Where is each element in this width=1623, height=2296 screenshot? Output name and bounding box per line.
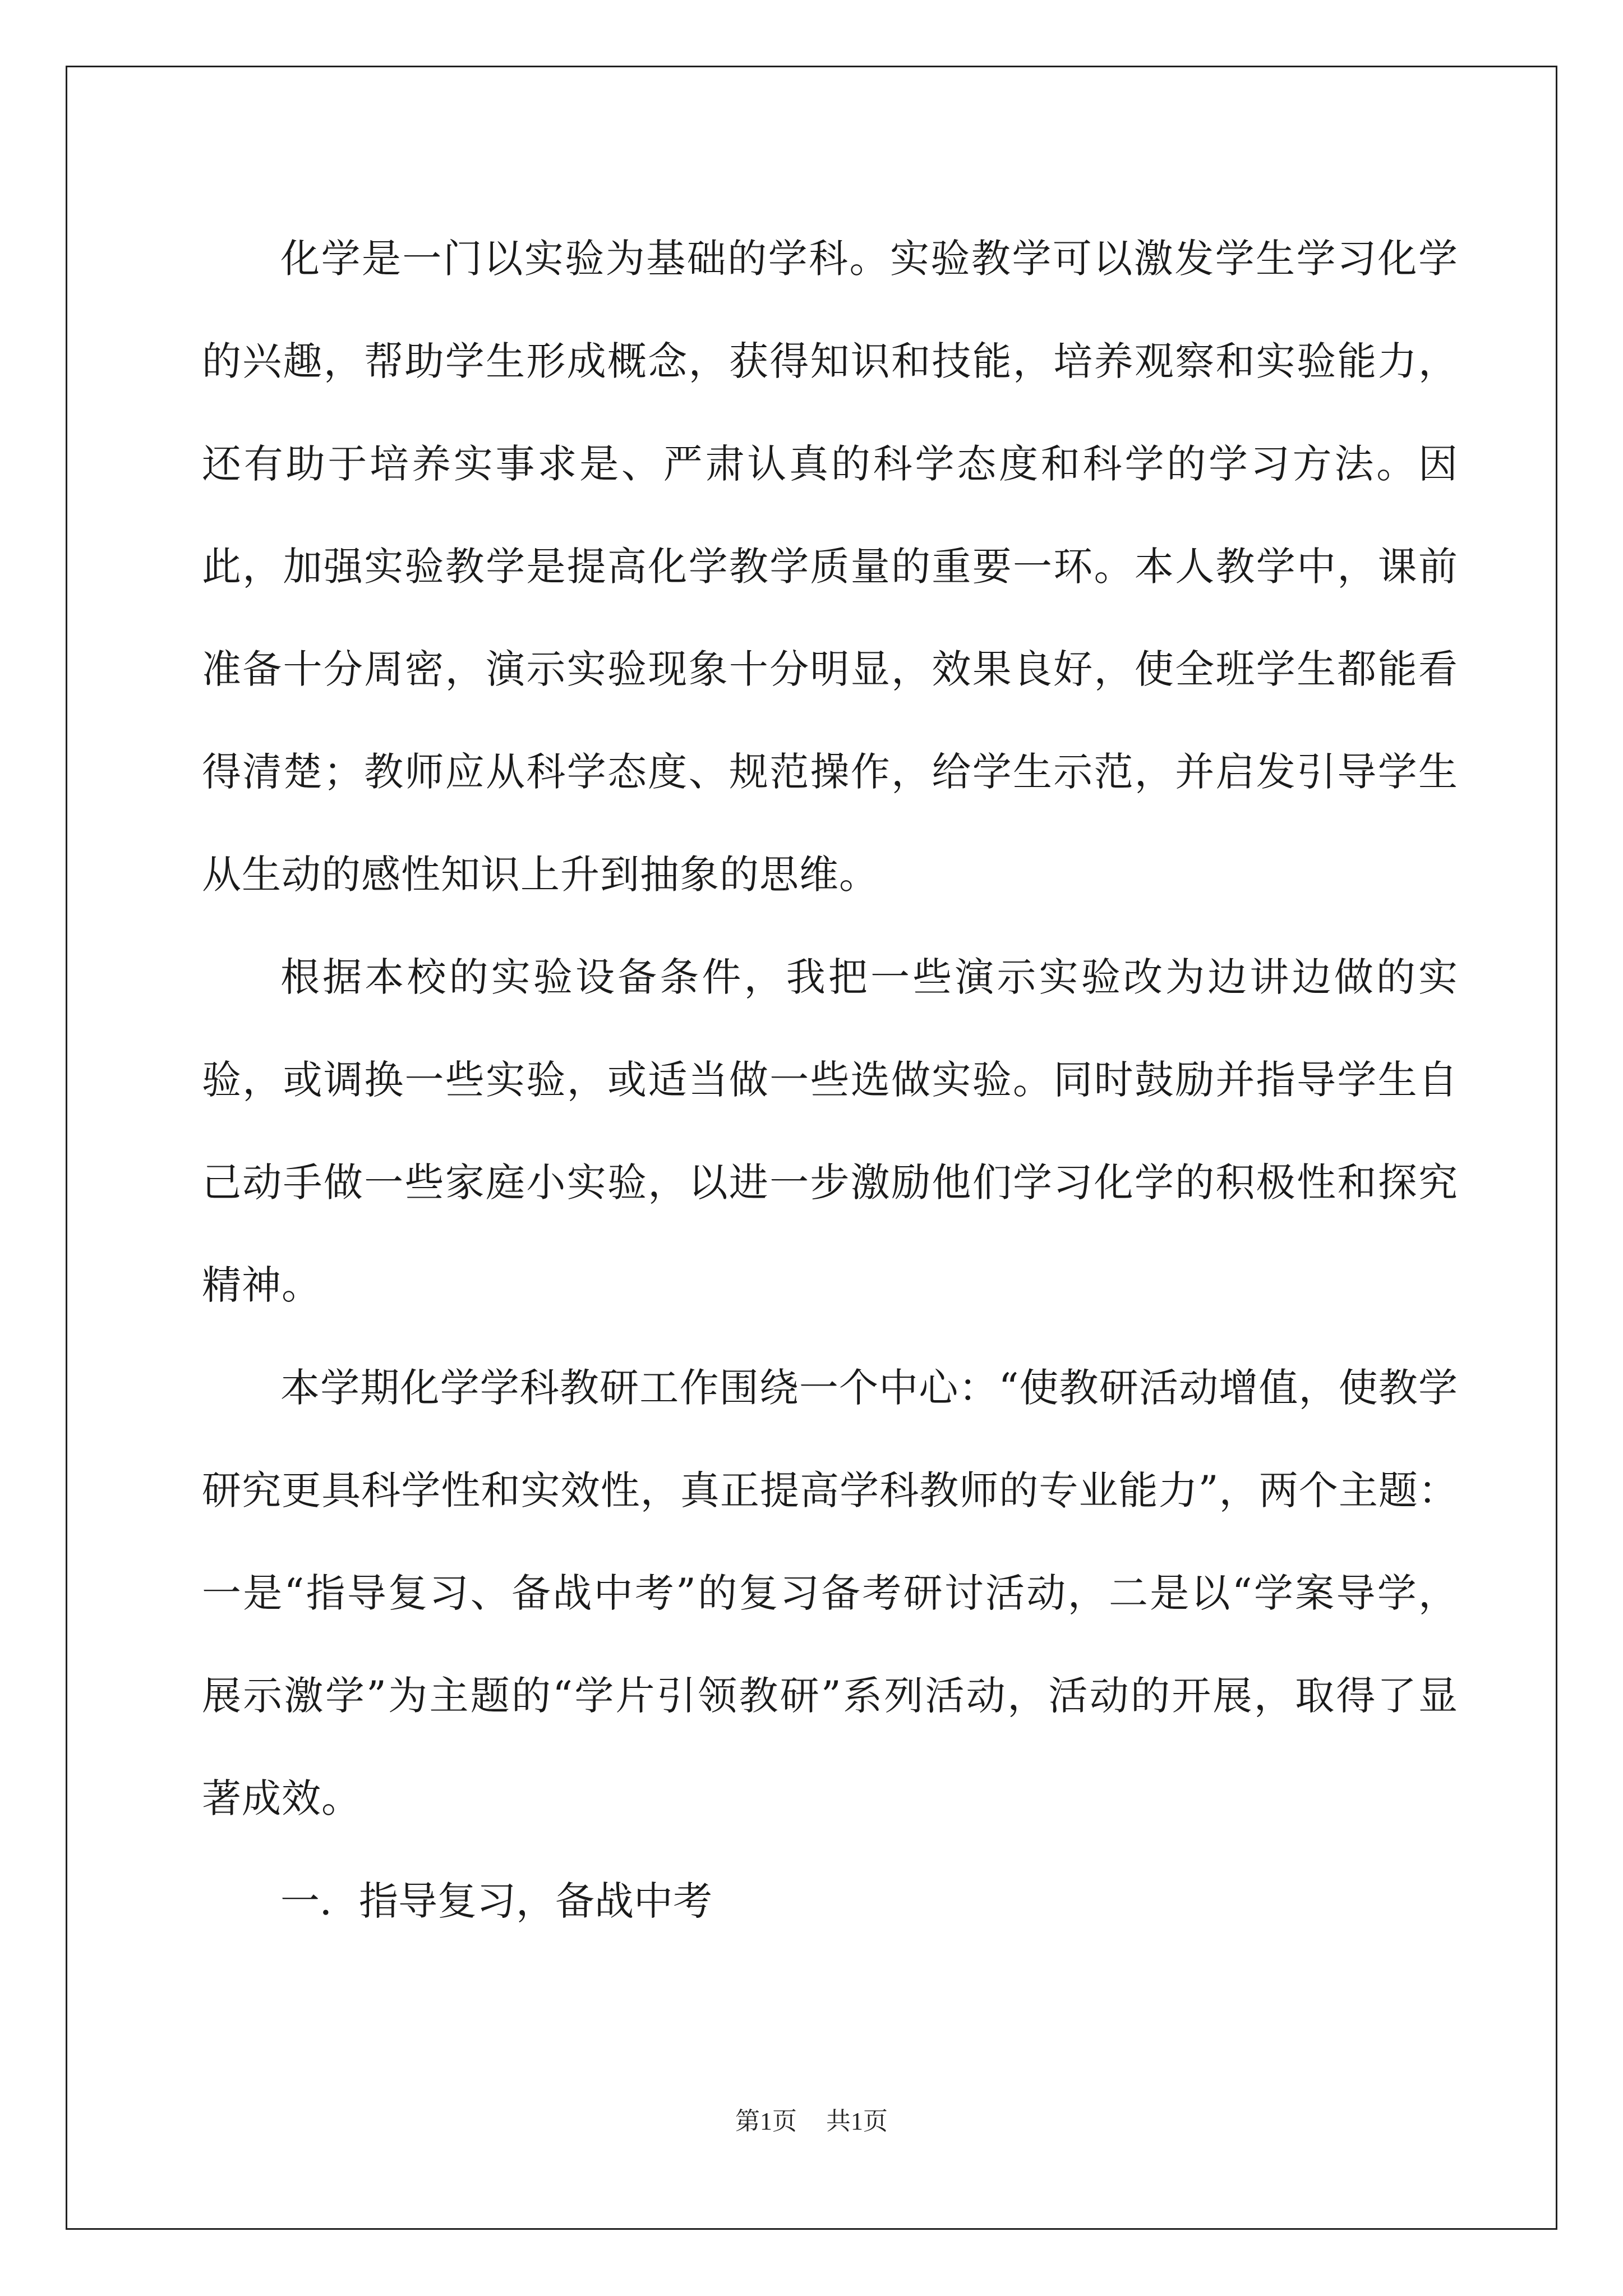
page-footer [0, 2101, 1623, 2137]
paragraph-1: 化学是一门以实验为基础的学科。实验教学可以激发学生学习化学的兴趣，帮助学生形成概念，获得知识和技能，培养观察和实验能力，还有助于培养实事求是、严肃认真的科学态度和科学的学习方法。因此，加强实验教学是提高化学教学质量的重要一环。本人教学中，课前准备十分周密，演示实验现象十分明显，效果良好，使全班学生都能看得清楚；教师应从科学态度、规范操作，给学生示范，并启发引导学生从生动的感性知识上升到抽象的思维。 [202, 236, 1458, 898]
section-heading: 一．指导复习，备战中考 [280, 1878, 712, 1924]
page-number-current: 第1页 [735, 2108, 797, 2135]
paragraph-2: 根据本校的实验设备条件，我把一些演示实验改为边讲边做的实验，或调换一些实验，或适当做一些选做实验。同时鼓励并指导学生自己动手做一些家庭小实验，以进一步激励他们学习化学的积极性和探究精神。 [202, 954, 1458, 1308]
paragraph-3: 本学期化学学科教研工作围绕一个中心：“使教研活动增值，使教学研究更具科学性和实效性，真正提高学科教师的专业能力”，两个主题：一是“指导复习、备战中考”的复习备考研讨活动，二是以“学案导学，展示激学”为主题的“学片引领教研”系列活动，活动的开展，取得了显著成效。 [202, 1365, 1458, 1821]
document-body [202, 208, 1458, 1953]
page-number-total: 共1页 [826, 2108, 888, 2135]
